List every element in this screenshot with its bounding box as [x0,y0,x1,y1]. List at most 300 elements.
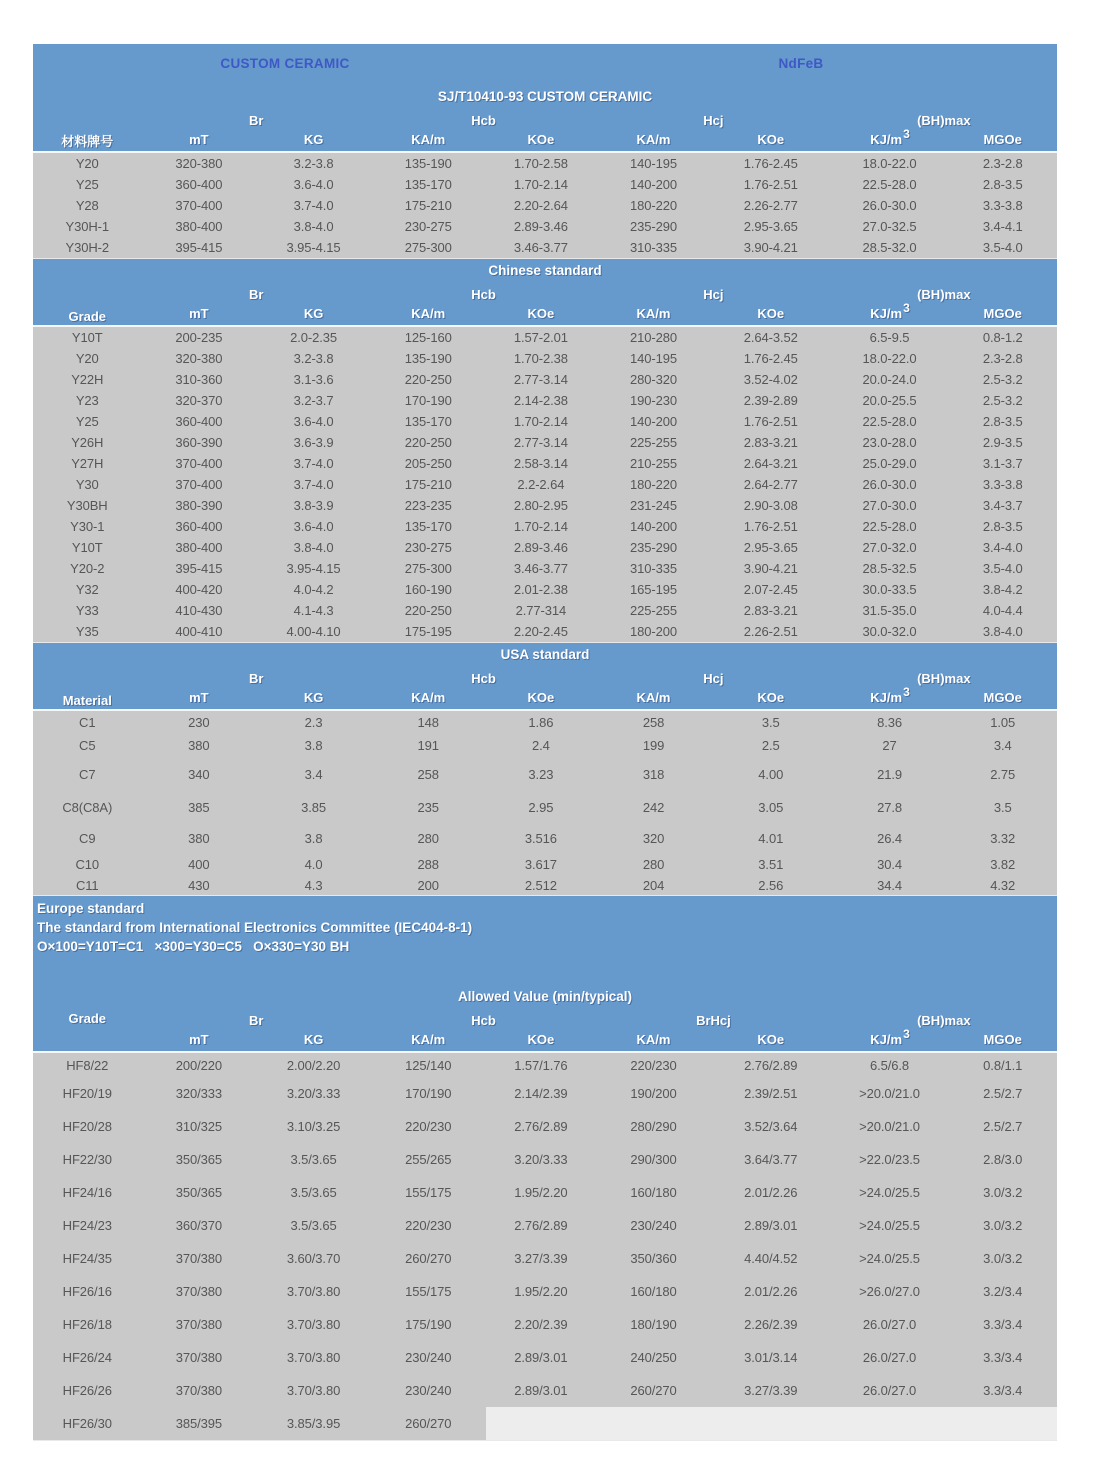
value-cell: 2.14-2.38 [486,390,597,411]
table-row [33,1341,1057,1374]
value-cell: 4.0-4.2 [256,579,371,600]
value-cell: 3.51 [711,853,831,875]
value-cell: 235 [371,791,486,823]
value-cell: 199 [596,733,711,757]
units-header-row [33,129,1057,152]
grade-cell: HF24/35 [33,1242,142,1275]
value-cell: 280/290 [596,1110,711,1143]
value-cell: 380-400 [142,216,257,237]
table-row [33,1209,1057,1242]
table-row [33,474,1057,495]
value-cell: 2.76/2.89 [486,1110,597,1143]
unit-header: KA/m [411,1031,446,1047]
value-cell: 135-170 [371,516,486,537]
value-cell: 2.20/2.39 [486,1308,597,1341]
chinese-standard-table [33,259,1057,643]
group-header-row [33,1008,1057,1029]
value-cell: 2.14/2.39 [486,1077,597,1110]
table-row [33,537,1057,558]
value-cell: 2.90-3.08 [711,495,831,516]
grade-cell: Y20-2 [33,558,142,579]
value-cell: 320/333 [142,1077,257,1110]
value-cell: 190-230 [596,390,711,411]
value-cell: 242 [596,791,711,823]
value-cell: 230/240 [596,1209,711,1242]
table-body [33,326,1057,643]
label-column-header: Grade [68,309,107,324]
value-cell: 370/380 [142,1275,257,1308]
value-cell: 260/270 [371,1242,486,1275]
value-cell: 160/180 [596,1176,711,1209]
unit-header: KOe [757,131,785,147]
value-cell: 350/360 [596,1242,711,1275]
value-cell: 18.0-22.0 [831,152,949,174]
value-cell: 280 [371,823,486,853]
value-cell: 3.52/3.64 [711,1110,831,1143]
value-cell: 22.5-28.0 [831,516,949,537]
grade-cell: HF20/19 [33,1077,142,1110]
value-cell: 28.5-32.0 [831,237,949,259]
value-cell: >22.0/23.5 [831,1143,949,1176]
value-cell: 3.3/3.4 [948,1308,1057,1341]
grade-cell: C10 [33,853,142,875]
value-cell: 2.39/2.51 [711,1077,831,1110]
grade-cell: C9 [33,823,142,853]
value-cell: 3.0/3.2 [948,1176,1057,1209]
grade-cell: Y23 [33,390,142,411]
value-cell: >24.0/25.5 [831,1209,949,1242]
value-cell: 3.7-4.0 [256,474,371,495]
value-cell: 165-195 [596,579,711,600]
value-cell: 6.5/6.8 [831,1052,949,1077]
value-cell: 26.0/27.0 [831,1341,949,1374]
table-title-row [33,985,1057,1008]
grade-cell: Y30-1 [33,516,142,537]
table-title: Allowed Value (min/typical) [457,989,633,1004]
value-cell: 22.5-28.0 [831,174,949,195]
value-cell: 140-200 [596,174,711,195]
value-cell: 2.58-3.14 [486,453,597,474]
value-cell: 1.76-2.51 [711,516,831,537]
value-cell: 2.56 [711,875,831,896]
value-cell: 2.89-3.46 [486,216,597,237]
label-column-header: 材料牌号 [61,134,114,149]
grade-cell: Y30 [33,474,142,495]
value-cell: 21.9 [831,757,949,791]
unit-header: KOe [527,689,555,705]
hcb-group-header: Hcb [471,1013,496,1028]
value-cell: 360-400 [142,411,257,432]
value-cell: 2.512 [486,875,597,896]
value-cell: 258 [596,710,711,733]
value-cell: 3.90-4.21 [711,558,831,579]
value-cell: 220/230 [371,1110,486,1143]
group-header-row [33,282,1057,303]
value-cell: 380 [142,733,257,757]
value-cell: 410-430 [142,600,257,621]
value-cell: 2.76/2.89 [486,1209,597,1242]
value-cell: 3.7-4.0 [256,453,371,474]
value-cell: 3.8-4.0 [256,537,371,558]
value-cell: 2.5 [711,733,831,757]
grade-cell: Y26H [33,432,142,453]
value-cell: 225-255 [596,432,711,453]
value-cell: 3.95-4.15 [256,237,371,259]
value-cell: 235-290 [596,537,711,558]
grade-cell: Y25 [33,411,142,432]
value-cell: 320 [596,823,711,853]
value-cell: 28.5-32.5 [831,558,949,579]
value-cell: 3.70/3.80 [256,1374,371,1407]
unit-header: KG [303,689,324,705]
value-cell: 2.5/2.7 [948,1077,1057,1110]
europe-standard-equivalence-line: O×100=Y10T=C1 ×300=Y30=C5 O×330=Y30 BH [37,939,350,954]
table-row [33,1275,1057,1308]
value-cell: 3.64/3.77 [711,1143,831,1176]
value-cell: 3.85/3.95 [256,1407,371,1441]
unit-header: KA/m [411,131,446,147]
bhmax-group-header: (BH)max [917,113,971,128]
group-header-row [33,666,1057,687]
value-cell: 4.3 [256,875,371,896]
table-row [33,1176,1057,1209]
value-cell: 2.8-3.5 [948,516,1057,537]
value-cell: 3.82 [948,853,1057,875]
value-cell: 160/180 [596,1275,711,1308]
unit-header: KJ/m3 [870,300,910,321]
value-cell: 3.5/3.65 [256,1143,371,1176]
value-cell: 27.0-32.0 [831,537,949,558]
value-cell: 290/300 [596,1143,711,1176]
hcj-group-header: Hcj [703,287,724,302]
value-cell: 1.95/2.20 [486,1176,597,1209]
grade-cell: Y20 [33,348,142,369]
value-cell: 220-250 [371,432,486,453]
value-cell: 275-300 [371,558,486,579]
sjt-custom-ceramic-table [33,85,1057,259]
unit-header: KJ/m3 [870,684,910,705]
value-cell: 320-380 [142,152,257,174]
value-cell: 140-200 [596,411,711,432]
value-cell: 3.01/3.14 [711,1341,831,1374]
grade-cell: HF22/30 [33,1143,142,1176]
empty-cell [486,1407,1057,1441]
value-cell: 27.8 [831,791,949,823]
value-cell: 2.89/3.01 [711,1209,831,1242]
unit-header: MGOe [983,1031,1022,1047]
value-cell: 400 [142,853,257,875]
table-row [33,823,1057,853]
value-cell: >20.0/21.0 [831,1077,949,1110]
value-cell: 380-400 [142,537,257,558]
value-cell: 3.7-4.0 [256,195,371,216]
value-cell: 430 [142,875,257,896]
value-cell: 148 [371,710,486,733]
value-cell: 2.75 [948,757,1057,791]
value-cell: 4.0 [256,853,371,875]
value-cell: 360-390 [142,432,257,453]
table-row [33,875,1057,896]
value-cell: 204 [596,875,711,896]
table-row [33,411,1057,432]
value-cell: 3.0/3.2 [948,1242,1057,1275]
value-cell: 275-300 [371,237,486,259]
value-cell: 310-360 [142,369,257,390]
value-cell: >24.0/25.5 [831,1242,949,1275]
value-cell: 1.70-2.14 [486,174,597,195]
value-cell: 220-250 [371,600,486,621]
value-cell: 360-400 [142,516,257,537]
value-cell: 385 [142,791,257,823]
value-cell: 3.6-4.0 [256,411,371,432]
grade-cell: C7 [33,757,142,791]
value-cell: 380 [142,823,257,853]
value-cell: 255/265 [371,1143,486,1176]
table-row [33,600,1057,621]
unit-header: MGOe [983,131,1022,147]
value-cell: 3.3/3.4 [948,1374,1057,1407]
value-cell: 175-210 [371,195,486,216]
value-cell: 258 [371,757,486,791]
ndfeb-link[interactable]: NdFeB [778,56,824,71]
grade-cell: C11 [33,875,142,896]
value-cell: 1.70-2.14 [486,411,597,432]
units-header-row [33,1029,1057,1052]
value-cell: 20.0-24.0 [831,369,949,390]
value-cell: 3.3-3.8 [948,474,1057,495]
value-cell: 3.70/3.80 [256,1275,371,1308]
value-cell: 200/220 [142,1052,257,1077]
value-cell: 2.20-2.45 [486,621,597,643]
value-cell: 140-200 [596,516,711,537]
value-cell: 30.0-33.5 [831,579,949,600]
value-cell: 385/395 [142,1407,257,1441]
value-cell: 370-400 [142,453,257,474]
value-cell: 280-320 [596,369,711,390]
value-cell: 2.07-2.45 [711,579,831,600]
hcj-group-header: Hcj [703,671,724,686]
value-cell: 370/380 [142,1341,257,1374]
table-row [33,453,1057,474]
value-cell: 200 [371,875,486,896]
value-cell: 3.3/3.4 [948,1341,1057,1374]
unit-header: mT [189,305,209,321]
units-header-row [33,687,1057,710]
value-cell: 230-275 [371,216,486,237]
value-cell: 2.3 [256,710,371,733]
table-row [33,174,1057,195]
value-cell: 3.1-3.6 [256,369,371,390]
table-row [33,326,1057,348]
grade-cell: C1 [33,710,142,733]
value-cell: 170-190 [371,390,486,411]
table-title-row [33,643,1057,666]
value-cell: >20.0/21.0 [831,1110,949,1143]
value-cell: 3.617 [486,853,597,875]
value-cell: 310-335 [596,237,711,259]
br-group-header: Br [248,287,264,302]
value-cell: 1.76-2.51 [711,411,831,432]
value-cell: 1.70-2.38 [486,348,597,369]
value-cell: 4.00-4.10 [256,621,371,643]
value-cell: 2.8/3.0 [948,1143,1057,1176]
value-cell: 3.6-4.0 [256,516,371,537]
value-cell: 2.5-3.2 [948,390,1057,411]
value-cell: 370-400 [142,474,257,495]
value-cell: 395-415 [142,237,257,259]
value-cell: 230 [142,710,257,733]
value-cell: 3.0/3.2 [948,1209,1057,1242]
unit-header: KA/m [636,1031,671,1047]
value-cell: 2.95-3.65 [711,537,831,558]
value-cell: 2.26-2.77 [711,195,831,216]
table-title-row [33,85,1057,108]
value-cell: >26.0/27.0 [831,1275,949,1308]
value-cell: 360/370 [142,1209,257,1242]
allowed-value-table [33,985,1057,1441]
value-cell: 190/200 [596,1077,711,1110]
value-cell: 340 [142,757,257,791]
value-cell: 2.76/2.89 [711,1052,831,1077]
table-row [33,369,1057,390]
value-cell: 230/240 [371,1341,486,1374]
value-cell: 2.26/2.39 [711,1308,831,1341]
value-cell: 175-210 [371,474,486,495]
value-cell: 1.70-2.58 [486,152,597,174]
grade-cell: C5 [33,733,142,757]
value-cell: 310/325 [142,1110,257,1143]
value-cell: 3.5-4.0 [948,237,1057,259]
table-row [33,1242,1057,1275]
value-cell: 2.89/3.01 [486,1341,597,1374]
value-cell: 4.0-4.4 [948,600,1057,621]
grade-cell: HF26/26 [33,1374,142,1407]
unit-header: KA/m [636,305,671,321]
table-row [33,237,1057,259]
value-cell: 220-250 [371,369,486,390]
grade-cell: HF26/30 [33,1407,142,1441]
value-cell: 2.89-3.46 [486,537,597,558]
table-title-row [33,259,1057,282]
unit-header: KJ/m3 [870,1026,910,1047]
value-cell: 2.0-2.35 [256,326,371,348]
value-cell: 370/380 [142,1374,257,1407]
value-cell: 3.60/3.70 [256,1242,371,1275]
value-cell: 3.85 [256,791,371,823]
grade-cell: HF26/16 [33,1275,142,1308]
value-cell: 3.1-3.7 [948,453,1057,474]
value-cell: 3.23 [486,757,597,791]
grade-cell: HF8/22 [33,1052,142,1077]
value-cell: 3.20/3.33 [256,1077,371,1110]
value-cell: 230/240 [371,1374,486,1407]
unit-header: KOe [527,131,555,147]
value-cell: 3.5-4.0 [948,558,1057,579]
value-cell: 320-380 [142,348,257,369]
table-row [33,1407,1057,1441]
unit-header: mT [189,131,209,147]
hcj-group-header: Hcj [703,113,724,128]
table-row [33,195,1057,216]
value-cell: 3.52-4.02 [711,369,831,390]
value-cell: 3.46-3.77 [486,237,597,259]
value-cell: 0.8-1.2 [948,326,1057,348]
table-row [33,516,1057,537]
units-header-row [33,303,1057,326]
value-cell: 26.0/27.0 [831,1308,949,1341]
value-cell: 280 [596,853,711,875]
value-cell: 3.95-4.15 [256,558,371,579]
value-cell: 3.05 [711,791,831,823]
value-cell: 1.76-2.45 [711,348,831,369]
grade-cell: Y32 [33,579,142,600]
value-cell: 2.83-3.21 [711,600,831,621]
value-cell: 3.4-4.0 [948,537,1057,558]
value-cell: 2.64-3.21 [711,453,831,474]
value-cell: 260/270 [596,1374,711,1407]
unit-header: KOe [757,305,785,321]
value-cell: 230-275 [371,537,486,558]
unit-header: KOe [527,305,555,321]
value-cell: 125/140 [371,1052,486,1077]
custom-ceramic-link[interactable]: CUSTOM CERAMIC [220,56,350,71]
value-cell: 31.5-35.0 [831,600,949,621]
grade-cell: HF24/23 [33,1209,142,1242]
value-cell: 3.6-3.9 [256,432,371,453]
table-row [33,710,1057,733]
value-cell: 400-410 [142,621,257,643]
table-row [33,757,1057,791]
hcb-group-header: Hcb [471,287,496,302]
value-cell: 2.5-3.2 [948,369,1057,390]
value-cell: 175-195 [371,621,486,643]
label-column-header: Material [62,693,112,708]
table-row [33,495,1057,516]
europe-standard-heading: Europe standard [37,901,145,916]
grade-cell: Y10T [33,537,142,558]
value-cell: 1.70-2.14 [486,516,597,537]
unit-header: mT [189,689,209,705]
value-cell: 288 [371,853,486,875]
top-nav [33,44,1057,85]
value-cell: 3.46-3.77 [486,558,597,579]
table-row [33,579,1057,600]
value-cell: 180-220 [596,195,711,216]
unit-header: KG [303,1031,324,1047]
br-group-header: Br [248,113,264,128]
hcb-group-header: Hcb [471,671,496,686]
value-cell: 2.89/3.01 [486,1374,597,1407]
table-row [33,621,1057,643]
value-cell: 3.8-4.0 [256,216,371,237]
value-cell: 30.4 [831,853,949,875]
unit-header: KA/m [636,131,671,147]
table-row [33,348,1057,369]
value-cell: 2.95 [486,791,597,823]
value-cell: 400-420 [142,579,257,600]
group-header-row [33,108,1057,129]
value-cell: 8.36 [831,710,949,733]
value-cell: 2.64-3.52 [711,326,831,348]
value-cell: 210-280 [596,326,711,348]
unit-header: KA/m [411,689,446,705]
value-cell: 205-250 [371,453,486,474]
value-cell: 155/175 [371,1275,486,1308]
grade-cell: HF20/28 [33,1110,142,1143]
value-cell: 235-290 [596,216,711,237]
grade-cell: Y30H-2 [33,237,142,259]
value-cell: 125-160 [371,326,486,348]
